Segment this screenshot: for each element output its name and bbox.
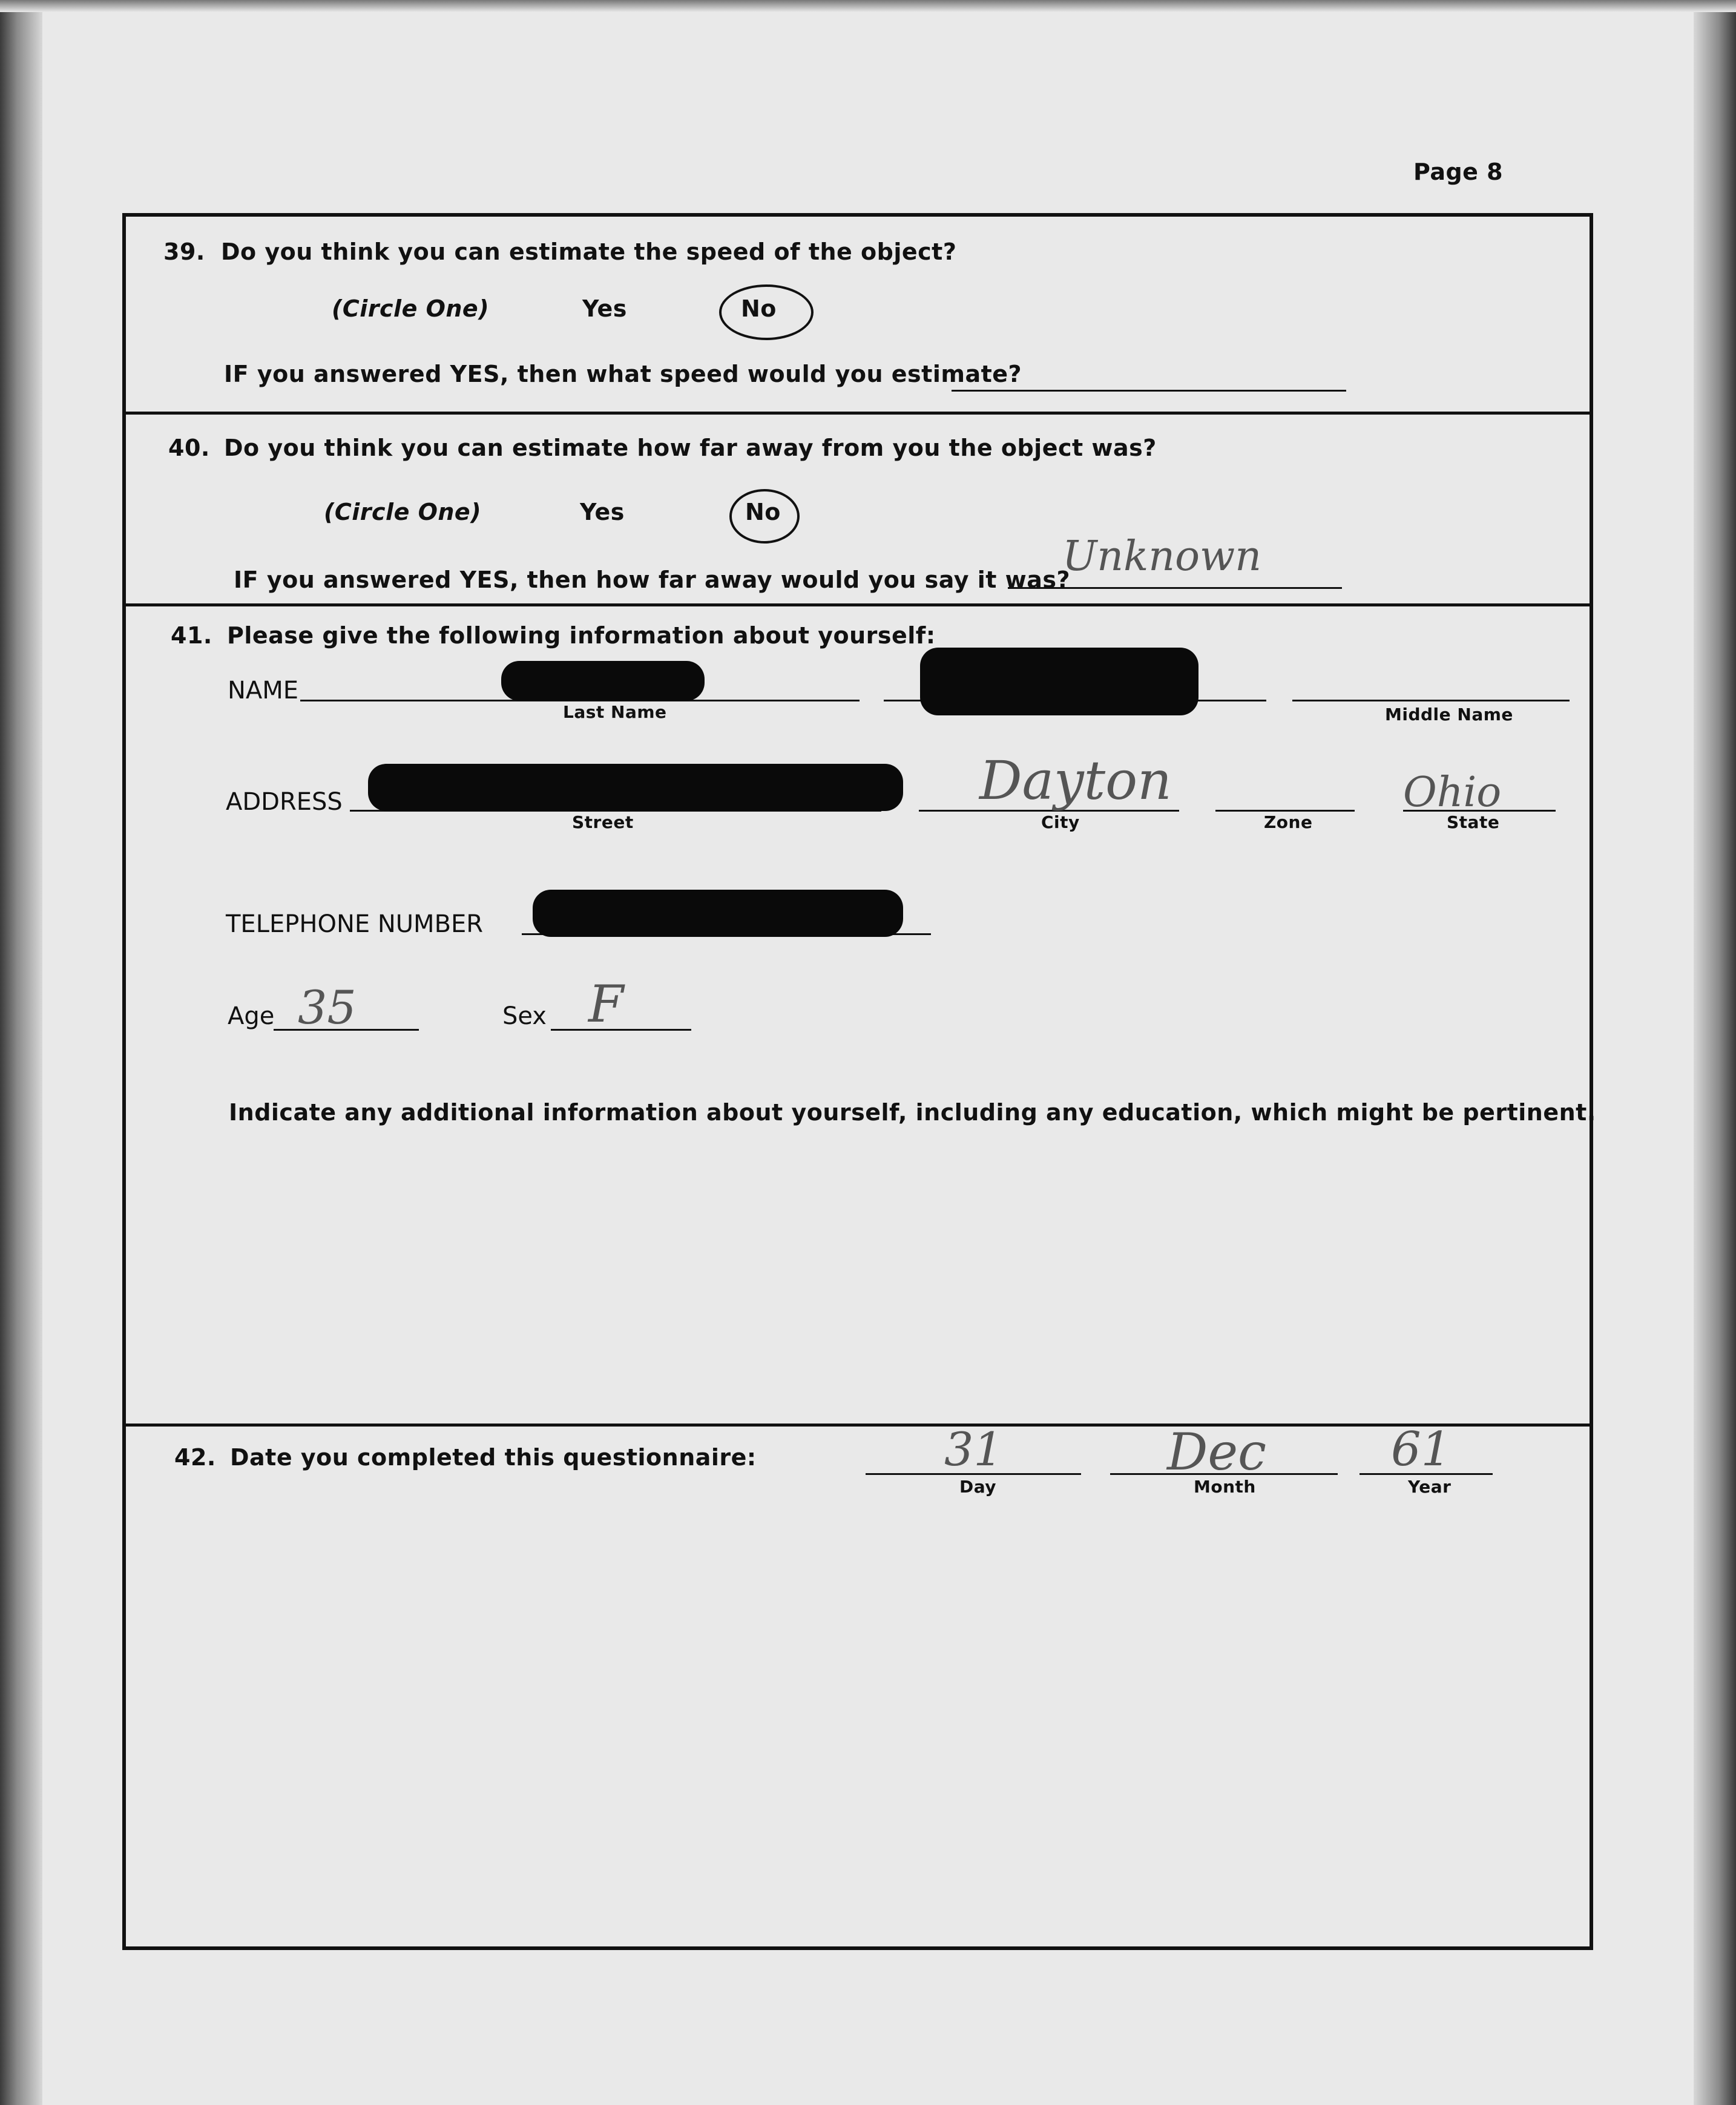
day-value: 31: [944, 1422, 1003, 1476]
month-value: Dec: [1167, 1422, 1267, 1482]
age-value: 35: [298, 980, 357, 1034]
q39-no-option[interactable]: No: [741, 295, 777, 322]
q40-number: 40.: [168, 435, 210, 461]
q39-number: 39.: [163, 238, 205, 265]
state-value: Ohio: [1403, 769, 1502, 816]
additional-info-area[interactable]: [200, 1138, 1531, 1404]
middle-name-field[interactable]: [1292, 700, 1570, 701]
scan-edge-right: [1694, 0, 1736, 2105]
year-value: 61: [1391, 1422, 1452, 1477]
q42-prompt: Date you completed this questionnaire:: [230, 1444, 757, 1471]
year-caption: Year: [1408, 1477, 1452, 1497]
q40-distance-answer-field[interactable]: [1008, 587, 1342, 589]
q40-no-option[interactable]: No: [745, 499, 781, 525]
q42-number: 42.: [174, 1444, 216, 1471]
scan-edge-top: [0, 0, 1736, 12]
sex-value: F: [588, 974, 624, 1034]
state-caption: State: [1447, 812, 1500, 832]
q40-yes-option[interactable]: Yes: [580, 499, 625, 525]
q39-circle-label: (Circle One): [332, 295, 490, 322]
redaction-last-name: [501, 661, 705, 701]
q39-speed-answer-field[interactable]: [952, 390, 1346, 392]
q39-text: Do you think you can estimate the speed of the object?: [221, 238, 957, 265]
additional-info-prompt: Indicate any additional information about yourself, including any education, which might be pertinent.: [229, 1099, 1596, 1126]
city-value: Dayton: [979, 749, 1172, 812]
q39-followup: IF you answered YES, then what speed would you estimate?: [224, 361, 1022, 387]
q41-number: 41.: [171, 622, 212, 649]
sex-label: Sex: [502, 1002, 547, 1030]
divider-39-40: [122, 412, 1593, 415]
age-label: Age: [228, 1002, 275, 1030]
redaction-first-name: [920, 648, 1198, 715]
q40-distance-answer: Unknown: [1062, 533, 1262, 580]
telephone-label: TELEPHONE NUMBER: [226, 910, 484, 938]
city-caption: City: [1041, 812, 1080, 832]
q39-circle-mark: [719, 284, 814, 340]
q40-followup: IF you answered YES, then how far away would you say it was?: [234, 566, 1071, 593]
scan-edge-left: [0, 0, 42, 2105]
q39-yes-option[interactable]: Yes: [582, 295, 627, 322]
form-frame: [122, 213, 1593, 1950]
redaction-street: [368, 764, 903, 811]
divider-40-41: [122, 603, 1593, 606]
q40-text: Do you think you can estimate how far away from you the object was?: [224, 435, 1157, 461]
divider-41-42: [122, 1424, 1593, 1427]
day-caption: Day: [959, 1477, 997, 1497]
q41-prompt: Please give the following information about yourself:: [227, 622, 936, 649]
middle-name-caption: Middle Name: [1385, 704, 1513, 724]
q40-circle-mark: [729, 489, 800, 543]
zone-caption: Zone: [1264, 812, 1313, 832]
page-number: Page 8: [1413, 159, 1504, 185]
address-label: ADDRESS: [226, 788, 343, 816]
last-name-caption: Last Name: [563, 702, 667, 722]
zone-field[interactable]: [1215, 810, 1355, 812]
q40-circle-label: (Circle One): [324, 499, 482, 525]
month-caption: Month: [1194, 1477, 1256, 1497]
redaction-telephone: [533, 890, 903, 937]
street-caption: Street: [572, 812, 634, 832]
name-label: NAME: [228, 677, 299, 704]
